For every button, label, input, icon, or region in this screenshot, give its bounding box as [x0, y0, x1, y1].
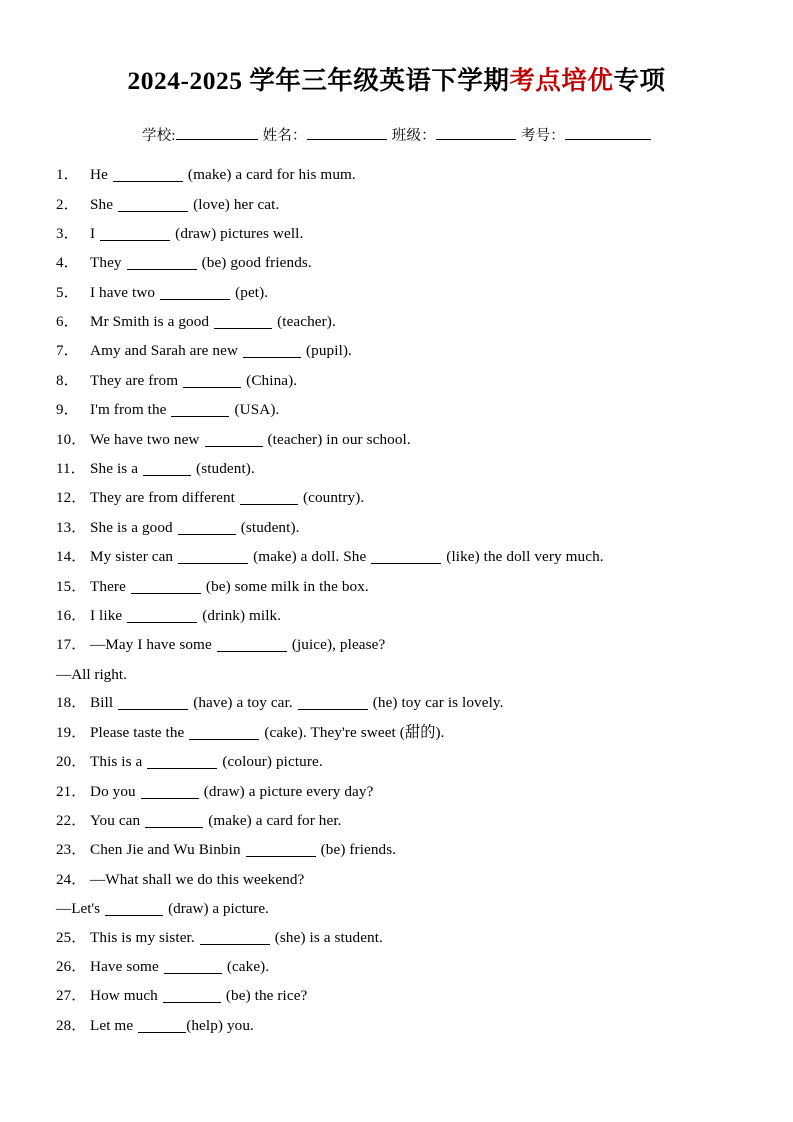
answer-blank[interactable] [141, 785, 199, 799]
question-text: Bill [90, 694, 114, 712]
question-item [56, 255, 737, 271]
question-text: My sister can [90, 548, 174, 566]
question-number: 15． [56, 578, 87, 595]
question-text: This is a [90, 753, 143, 771]
answer-blank[interactable] [246, 843, 316, 857]
question-text-tail: (country). [302, 489, 365, 507]
answer-blank[interactable] [240, 491, 298, 505]
question-text-tail: (be) some milk in the box. [205, 577, 369, 595]
name-field[interactable] [307, 139, 387, 140]
question-number: 25． [56, 929, 87, 946]
page-title [56, 64, 737, 97]
question-text-tail: (be) the rice? [225, 987, 308, 1005]
question-text-tail: (like) the doll very much. [446, 548, 604, 566]
question-item [56, 725, 737, 741]
question-text: She is a [90, 460, 139, 478]
question-text: I have two [90, 283, 156, 301]
school-field[interactable] [176, 139, 258, 140]
answer-blank[interactable] [217, 638, 287, 652]
question-item [56, 432, 737, 448]
question-number: 27． [56, 988, 87, 1005]
question-text: They are from different [90, 489, 235, 507]
question-text-tail: (teacher). [277, 313, 336, 331]
question-text: This is my sister. [90, 928, 195, 946]
question-item [56, 343, 737, 359]
question-text: He [90, 166, 108, 184]
question-continuation: —All right. [56, 665, 127, 683]
answer-blank[interactable] [131, 580, 201, 594]
question-text-tail: (draw) a picture every day? [203, 782, 374, 800]
question-item [56, 1018, 737, 1034]
question-number: 21． [56, 783, 87, 800]
title-suffix: 专项 [613, 66, 666, 95]
question-number: 19． [56, 724, 87, 741]
question-item [56, 549, 737, 565]
answer-blank[interactable] [118, 198, 188, 212]
answer-blank[interactable] [164, 960, 222, 974]
answer-blank[interactable] [127, 256, 197, 270]
question-text: I [90, 224, 96, 242]
question-number: 11． [56, 461, 86, 478]
question-text: How much [90, 987, 158, 1005]
question-item [56, 608, 737, 624]
answer-blank[interactable] [178, 550, 248, 564]
question-number: 22． [56, 812, 87, 829]
answer-blank[interactable] [160, 286, 230, 300]
question-number: 23． [56, 842, 87, 859]
question-item [56, 197, 737, 213]
question-text-tail: (pupil). [306, 342, 352, 360]
question-number: 3． [56, 225, 79, 242]
question-item [56, 490, 737, 506]
school-label: 学校: [142, 128, 176, 145]
class-label: 班级： [391, 128, 436, 145]
question-number: 18． [56, 695, 87, 712]
question-number: 1． [56, 167, 79, 184]
question-text-tail: (he) toy car is lovely. [372, 694, 504, 712]
question-number: 16． [56, 608, 87, 624]
question-number: 10． [56, 431, 87, 448]
answer-blank[interactable] [178, 521, 236, 535]
question-text: Let me [90, 1016, 134, 1034]
question-text: Do you [90, 782, 136, 800]
answer-blank[interactable] [147, 755, 217, 769]
question-item [56, 579, 737, 595]
name-label: 姓名： [262, 128, 307, 145]
question-text: She [90, 195, 114, 213]
question-text-tail: (cake). They're sweet (甜的). [264, 723, 445, 741]
question-item [56, 285, 737, 301]
question-text-tail: (pet). [235, 283, 269, 301]
student-info-line [56, 124, 737, 145]
answer-blank[interactable] [200, 931, 270, 945]
title-highlight: 考点培优 [509, 66, 614, 95]
question-text: Amy and Sarah are new [90, 342, 239, 360]
question-item [56, 520, 737, 536]
question-item [56, 402, 737, 418]
question-list [56, 167, 737, 1034]
question-text-tail: (she) is a student. [274, 928, 383, 946]
question-item [56, 872, 737, 888]
question-item [56, 226, 737, 242]
title-prefix: 2024-2025 学年三年级英语下学期 [127, 66, 510, 95]
question-text: —May I have some [90, 636, 212, 654]
question-text: I like [90, 607, 123, 624]
question-item [56, 959, 737, 975]
question-text: You can [90, 811, 141, 829]
question-text: We have two new [90, 430, 200, 448]
answer-blank[interactable] [205, 433, 263, 447]
question-text-tail: (student). [240, 518, 300, 536]
question-number: 14． [56, 549, 87, 566]
question-item [56, 784, 737, 800]
question-text-mid: (make) a doll. She [253, 548, 367, 566]
question-item [56, 754, 737, 770]
answer-blank[interactable] [183, 374, 241, 388]
answer-blank[interactable] [105, 902, 163, 916]
question-number: 4． [56, 255, 79, 272]
answer-blank[interactable] [143, 462, 191, 476]
question-item [56, 988, 737, 1004]
question-item [56, 461, 737, 477]
question-number: 7． [56, 343, 79, 360]
question-number: 5． [56, 284, 79, 301]
question-item [56, 314, 737, 330]
question-number: 24． [56, 871, 87, 888]
question-continuation [56, 901, 737, 916]
answer-blank[interactable] [214, 315, 272, 329]
question-text: I'm from the [90, 401, 167, 419]
question-text-tail: (love) her cat. [193, 195, 280, 213]
question-text-tail: (colour) picture. [222, 753, 323, 771]
answer-blank[interactable] [138, 1019, 186, 1033]
question-text-mid: (have) a toy car. [193, 694, 293, 712]
question-text: Chen Jie and Wu Binbin [90, 841, 241, 859]
question-item [56, 695, 737, 711]
question-number: 26． [56, 959, 87, 976]
question-item [56, 842, 737, 858]
question-text: —What shall we do this weekend? [90, 870, 305, 888]
question-text-tail: (China). [246, 371, 298, 389]
question-text: They [90, 254, 122, 272]
question-text-tail: (student). [196, 460, 255, 478]
answer-blank[interactable] [163, 989, 221, 1003]
answer-blank[interactable] [113, 168, 183, 182]
question-text-tail: (be) good friends. [201, 254, 312, 272]
question-text: She is a good [90, 518, 173, 536]
continuation-text-tail: (draw) a picture. [168, 900, 269, 918]
question-text-tail: (teacher) in our school. [267, 430, 411, 448]
answer-blank[interactable] [371, 550, 441, 564]
question-number: 9． [56, 402, 79, 419]
question-text: They are from [90, 371, 179, 389]
question-number: 13． [56, 519, 87, 536]
question-text-tail: (make) a card for her. [208, 811, 342, 829]
question-text: Mr Smith is a good [90, 313, 210, 331]
answer-blank[interactable] [118, 696, 188, 710]
answer-blank[interactable] [145, 814, 203, 828]
answer-blank[interactable] [243, 344, 301, 358]
answer-blank[interactable] [171, 403, 229, 417]
question-number: 2． [56, 196, 79, 213]
exam-label: 考号： [520, 128, 565, 145]
question-text-tail: (help) you. [186, 1016, 254, 1034]
question-text: Please taste the [90, 723, 185, 741]
answer-blank[interactable] [298, 696, 368, 710]
continuation-text: —Let's [56, 900, 101, 918]
question-text: Have some [90, 958, 159, 976]
question-number: 17． [56, 637, 87, 654]
exam-number-field[interactable] [565, 139, 651, 140]
question-number: 28． [56, 1017, 87, 1034]
question-number: 20． [56, 754, 87, 771]
question-item [56, 813, 737, 829]
answer-blank[interactable] [189, 726, 259, 740]
question-number: 8． [56, 372, 79, 389]
question-text-tail: (draw) pictures well. [175, 224, 304, 242]
question-item [56, 373, 737, 389]
question-text: There [90, 577, 126, 595]
answer-blank[interactable] [127, 609, 197, 623]
question-number: 6． [56, 314, 79, 331]
question-text-tail: (drink) milk. [202, 607, 282, 624]
question-text-tail: (cake). [226, 958, 270, 976]
question-item [56, 167, 737, 183]
question-text-tail: (juice), please? [291, 636, 386, 654]
class-field[interactable] [436, 139, 516, 140]
question-text-tail: (make) a card for his mum. [187, 166, 356, 184]
question-text-tail: (USA). [234, 401, 280, 419]
question-item [56, 637, 737, 653]
question-number: 12． [56, 490, 87, 507]
question-item [56, 930, 737, 946]
answer-blank[interactable] [100, 227, 170, 241]
question-text-tail: (be) friends. [320, 841, 397, 859]
